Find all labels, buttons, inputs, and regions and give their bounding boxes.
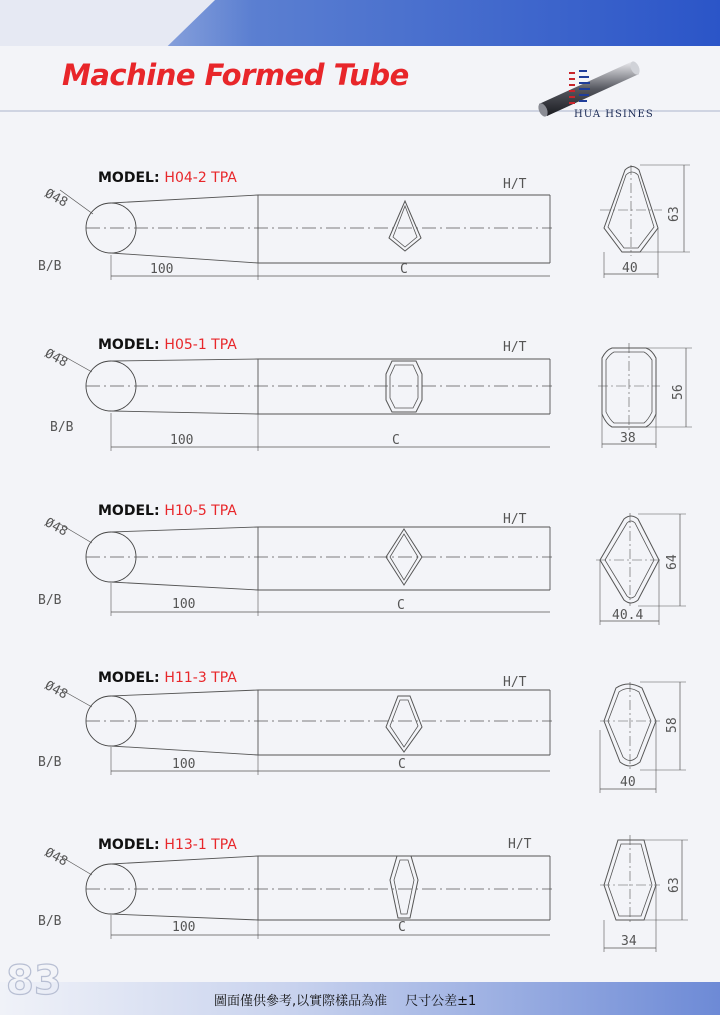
width-label: 34 [621, 934, 637, 949]
length-label: 100 [172, 920, 196, 935]
bb-label: B/B [38, 914, 62, 929]
width-label: 40 [620, 775, 636, 790]
width-label: 40.4 [612, 608, 644, 623]
diameter-label: Ø48 [42, 346, 70, 371]
model-label-h10: MODEL: H10-5 TPA [98, 503, 237, 519]
brand-name: HUA HSINES [574, 109, 654, 120]
model-label-h11: MODEL: H11-3 TPA [98, 670, 237, 686]
model-code: H13-1 TPA [164, 837, 237, 853]
height-label: 58 [665, 717, 680, 733]
model-label-h04: MODEL: H04-2 TPA [98, 170, 237, 186]
drawing-h13 [60, 835, 688, 952]
page-title: Machine Formed Tube [62, 58, 409, 92]
c-label: C [392, 433, 400, 448]
width-label: 38 [620, 431, 636, 446]
length-label: 100 [172, 597, 196, 612]
bb-label: B/B [38, 593, 62, 608]
length-label: 100 [150, 262, 174, 277]
diameter-label: Ø48 [42, 186, 70, 211]
height-label: 56 [671, 384, 686, 400]
height-label: 63 [667, 877, 682, 893]
height-label: 63 [667, 206, 682, 222]
height-label: 64 [665, 554, 680, 570]
drawing-h10 [60, 513, 686, 625]
c-label: C [400, 262, 408, 277]
length-label: 100 [172, 757, 196, 772]
model-label-h13: MODEL: H13-1 TPA [98, 837, 237, 853]
ht-label: H/T [503, 675, 527, 690]
drawing-h11 [60, 682, 686, 793]
length-label: 100 [170, 433, 194, 448]
diameter-label: Ø48 [42, 678, 70, 703]
ht-label: H/T [503, 340, 527, 355]
width-label: 40 [622, 261, 638, 276]
c-label: C [398, 920, 406, 935]
tolerance-note: 尺寸公差±1 [405, 994, 477, 1009]
bb-label: B/B [38, 259, 62, 274]
model-code: H10-5 TPA [164, 503, 237, 519]
page-number: 83 [6, 958, 62, 1004]
model-code: H11-3 TPA [164, 670, 237, 686]
c-label: C [398, 757, 406, 772]
bb-label: B/B [50, 420, 74, 435]
reference-note: 圖面僅供參考,以實際樣品為准 [214, 994, 388, 1009]
model-code: H05-1 TPA [164, 337, 237, 353]
model-label-h05: MODEL: H05-1 TPA [98, 337, 237, 353]
diameter-label: Ø48 [42, 515, 70, 540]
drawing-h05 [60, 343, 692, 451]
ht-label: H/T [503, 177, 527, 192]
footer-note [214, 990, 476, 1009]
ht-label: H/T [508, 837, 532, 852]
diameter-label: Ø48 [42, 845, 70, 870]
c-label: C [397, 598, 405, 613]
ht-label: H/T [503, 512, 527, 527]
bb-label: B/B [38, 755, 62, 770]
model-code: H04-2 TPA [164, 170, 237, 186]
